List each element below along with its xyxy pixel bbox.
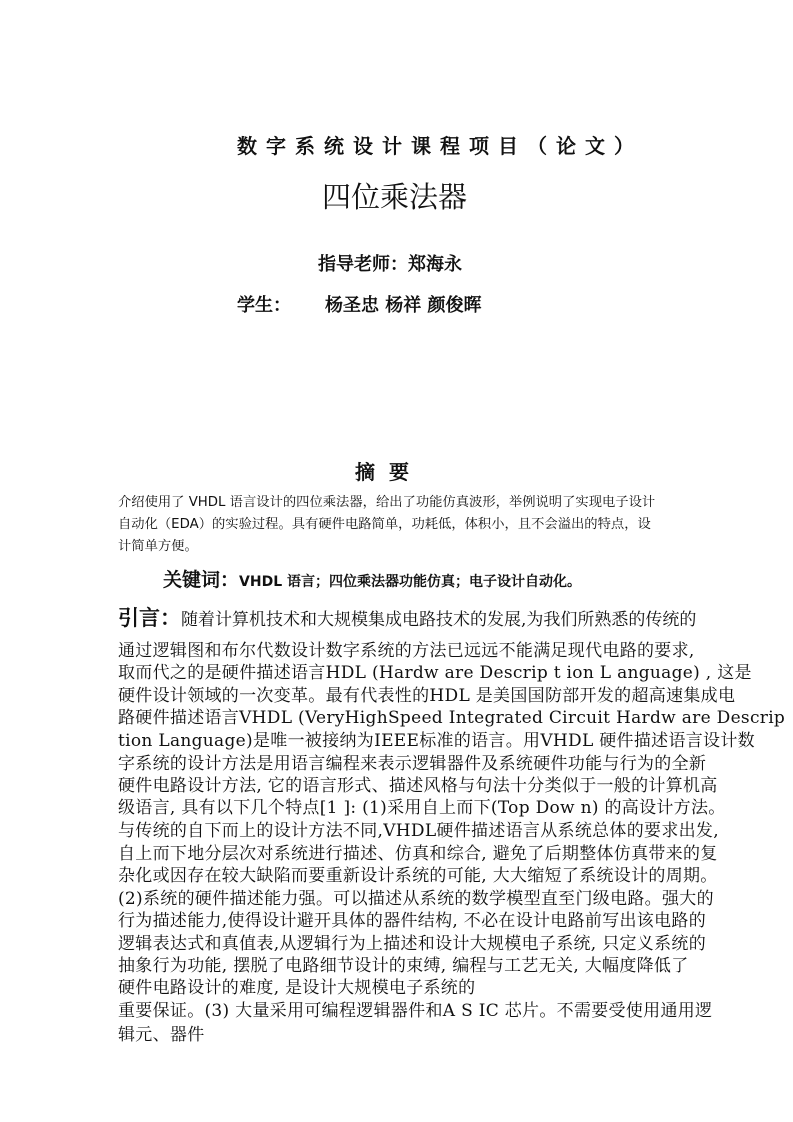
- intro-line: 重要保证。(3) 大量采用可编程逻辑器件和A S IC 芯片。不需要受使用通用逻: [118, 1001, 713, 1021]
- intro-line: 取而代之的是硬件描述语言HDL (Hardw are Descrip t ion L anguage) , 这是: [118, 663, 752, 683]
- keywords-value: VHDL 语言；四位乘法器功能仿真；电子设计自动化。: [239, 574, 581, 590]
- abstract-heading: 摘要: [355, 460, 423, 484]
- intro-line: 杂化或因存在较大缺陷而要重新设计系统的可能, 大大缩短了系统设计的周期。: [118, 866, 718, 886]
- keywords-label: 关键词：: [163, 569, 240, 591]
- advisor: 指导老师：郑海永: [318, 254, 462, 275]
- intro-line: 通过逻辑图和布尔代数设计数字系统的方法已远远不能满足现代电路的要求,: [118, 641, 695, 661]
- intro-line: 与传统的自下而上的设计方法不同,VHDL硬件描述语言从系统总体的要求出发,: [118, 821, 719, 841]
- intro-line: 硬件电路设计的难度, 是设计大规模电子系统的: [118, 978, 476, 998]
- intro-line: 自上而下地分层次对系统进行描述、仿真和综合, 避免了后期整体仿真带来的复: [118, 844, 718, 864]
- students-label: 学生：: [237, 295, 291, 316]
- intro-text: 随着计算机技术和大规模集成电路技术的发展,为我们所熟悉的传统的: [181, 610, 697, 630]
- abstract-line: 介绍使用了 VHDL 语言设计的四位乘法器，给出了功能仿真波形，举例说明了实现电子设计: [118, 495, 656, 510]
- intro-line: tion Language)是唯一被接纳为IEEE标准的语言。用VHDL 硬件描述语言设计数: [118, 731, 755, 751]
- intro-line: 硬件设计领域的一次变革。最有代表性的HDL 是美国国防部开发的超高速集成电: [118, 686, 736, 706]
- intro-line: 级语言, 具有以下几个特点[1 ]: (1)采用自上而下(Top Dow n) 的高设计方法。: [118, 798, 726, 818]
- intro-line: 辑元、器件: [118, 1025, 205, 1046]
- intro-line: 行为描述能力,使得设计避开具体的器件结构, 不必在设计电路前写出该电路的: [118, 911, 707, 931]
- abstract-line: 计简单方便。: [118, 539, 198, 554]
- course-title: 数字系统设计课程项目（论文）: [237, 134, 643, 158]
- intro-label: 引言：: [118, 606, 181, 630]
- intro-line: 字系统的设计方法是用语言编程来表示逻辑器件及系统硬件功能与行为的全新: [118, 754, 707, 774]
- intro-line: (2)系统的硬件描述能力强。可以描述从系统的数学模型直至门级电路。强大的: [118, 889, 714, 909]
- students: 杨圣忠 杨祥 颜俊晖: [325, 295, 482, 316]
- intro-line: 路硬件描述语言VHDL (VeryHighSpeed Integrated Circuit Hardw are Descrip: [118, 708, 786, 728]
- keywords: [163, 565, 581, 592]
- intro-line: 硬件电路设计方法, 它的语言形式、描述风格与句法十分类似于一般的计算机高: [118, 776, 718, 796]
- intro-line: 逻辑表达式和真值表,从逻辑行为上描述和设计大规模电子系统, 只定义系统的: [118, 934, 707, 954]
- abstract-line: 自动化（EDA）的实验过程。具有硬件电路简单，功耗低，体积小，且不会溢出的特点，设: [118, 517, 651, 532]
- intro-first-line: [118, 602, 696, 632]
- paper-title: 四位乘法器: [322, 180, 468, 214]
- intro-line: 抽象行为功能, 摆脱了电路细节设计的束缚, 编程与工艺无关, 大幅度降低了: [118, 956, 689, 976]
